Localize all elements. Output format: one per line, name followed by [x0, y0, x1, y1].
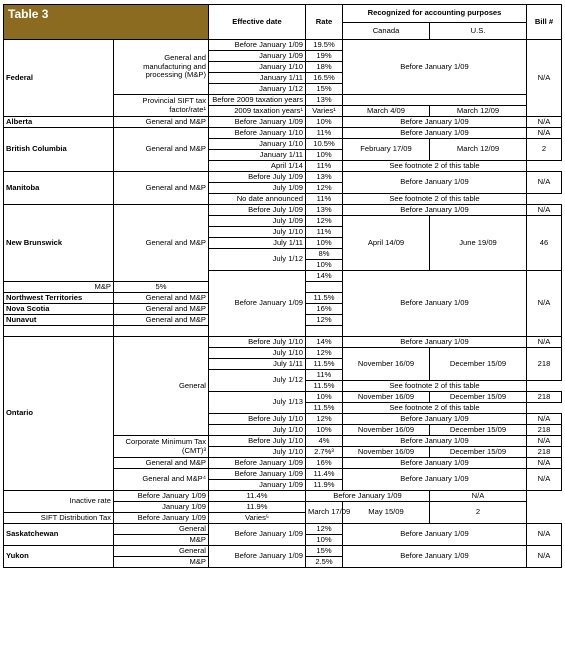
rate-cell: 12%: [306, 315, 343, 326]
rate-cell: 10.5%: [306, 139, 343, 150]
table-row: [4, 128, 562, 139]
typ-cell: Provincial SIFT tax factor/rate¹: [114, 95, 209, 117]
bill-cell: 218: [527, 348, 562, 381]
typ-cell: Corporate Minimum Tax (CMT)³: [114, 436, 209, 458]
date-cell: January 1/12: [209, 84, 306, 95]
date-cell: July 1/09: [209, 183, 306, 194]
rate-cell: 10%: [306, 260, 343, 271]
us-header: U.S.: [430, 22, 527, 40]
date-cell: July 1/10: [209, 227, 306, 238]
rec-cell: May 15/09: [343, 502, 430, 524]
bill-cell: N/A: [527, 469, 562, 491]
rate-cell: 15%: [306, 84, 343, 95]
jur-cell: Manitoba: [4, 172, 114, 205]
rate-cell: 14%: [306, 271, 343, 282]
rate-cell: 11%: [306, 161, 343, 172]
jur-cell: Yukon: [4, 546, 114, 568]
rate-cell: 10%: [306, 238, 343, 249]
bill-cell: N/A: [527, 271, 562, 337]
date-cell: Before July 1/09: [209, 205, 306, 216]
bill-cell: N/A: [527, 337, 562, 348]
table-row: [4, 40, 562, 51]
date-cell: July 1/10: [209, 348, 306, 359]
rec-cell: November 16/09: [343, 447, 430, 458]
date-cell: July 1/12: [209, 249, 306, 271]
rate-cell: 11.5%: [306, 359, 343, 370]
date-cell: Before January 1/09: [209, 458, 306, 469]
table-row: [4, 524, 562, 535]
rec-cell: December 15/09: [430, 348, 527, 381]
rate-cell: 11.4%: [209, 491, 306, 502]
rec-cell: Before January 1/09: [343, 469, 527, 491]
jur-cell: [4, 326, 114, 337]
rate-cell: Varies⁵: [209, 513, 306, 524]
date-cell: Before January 1/10: [209, 128, 306, 139]
rec-cell: Before January 1/09: [343, 524, 527, 546]
typ-cell: M&P: [4, 282, 114, 293]
bill-cell: N/A: [527, 128, 562, 139]
date-cell: Before January 1/09: [209, 469, 306, 480]
bill-cell: 218: [527, 447, 562, 458]
rec-cell: April 14/09: [343, 216, 430, 271]
date-cell: April 1/14: [209, 161, 306, 172]
date-cell: Before January 1/09: [209, 117, 306, 128]
table-row: [4, 491, 562, 502]
rate-cell: 12%: [306, 414, 343, 425]
table-row: [4, 172, 562, 183]
rate-cell: 4%: [306, 436, 343, 447]
date-cell: January 1/09: [209, 480, 306, 491]
rec-cell: March 4/09: [343, 106, 430, 117]
canada-header: Canada: [343, 22, 430, 40]
date-cell: Before July 1/09: [209, 172, 306, 183]
rate-cell: [306, 326, 343, 337]
date-cell: 2009 taxation years¹: [209, 106, 306, 117]
rec-cell: Before January 1/09: [343, 40, 527, 95]
rate-cell: 14%: [306, 337, 343, 348]
rate-cell: 11.4%: [306, 469, 343, 480]
table-row: [4, 117, 562, 128]
bill-cell: N/A: [527, 414, 562, 425]
date-cell: July 1/10: [209, 425, 306, 436]
date-cell: Before January 1/09: [114, 491, 209, 502]
rec-cell: November 16/09: [343, 425, 430, 436]
rec-cell: See footnote 2 of this table: [343, 194, 527, 205]
rec-cell: December 15/09: [430, 392, 527, 403]
typ-cell: General and M&P: [114, 293, 209, 304]
rec-cell: Before January 1/09: [343, 546, 527, 568]
typ-cell: General and M&P: [114, 205, 209, 282]
typ-cell: Inactive rate: [4, 491, 114, 513]
jur-cell: Nunavut: [4, 315, 114, 326]
table-row: [4, 337, 562, 348]
date-cell: January 1/09: [114, 502, 209, 513]
typ-cell: General: [114, 524, 209, 535]
date-cell: July 1/09: [209, 216, 306, 227]
date-cell: July 1/12: [209, 370, 306, 392]
rate-cell: 11%: [306, 227, 343, 238]
typ-cell: M&P: [114, 557, 209, 568]
rec-cell: November 16/09: [343, 348, 430, 381]
rate-cell: 13%: [306, 205, 343, 216]
jur-cell: New Brunswick: [4, 205, 114, 282]
rec-cell: Before January 1/09: [343, 205, 527, 216]
rec-cell: March 12/09: [430, 139, 527, 161]
bill-header: Bill #: [527, 5, 562, 40]
typ-cell: General: [114, 546, 209, 557]
rate-cell: 19%: [306, 51, 343, 62]
rec-cell: March 12/09: [430, 106, 527, 117]
jur-cell: British Columbia: [4, 128, 114, 172]
rate-cell: 16.5%: [306, 73, 343, 84]
jur-cell: Saskatchewan: [4, 524, 114, 546]
bill-cell: 218: [527, 392, 562, 403]
date-cell: January 1/11: [209, 150, 306, 161]
date-cell: Before January 1/09: [209, 546, 306, 568]
jur-cell: Nova Scotia: [4, 304, 114, 315]
rec-cell: Before January 1/09: [306, 491, 430, 502]
jur-cell: Federal: [4, 40, 114, 117]
bill-cell: N/A: [430, 491, 527, 502]
rate-cell: 19.5%: [306, 40, 343, 51]
bill-cell: N/A: [527, 436, 562, 447]
rate-cell: 12%: [306, 216, 343, 227]
rec-cell: See footnote 2 of this table: [343, 161, 527, 172]
jur-cell: Ontario: [4, 337, 114, 491]
rate-cell: 11.9%: [209, 502, 306, 513]
rec-cell: February 17/09: [343, 139, 430, 161]
date-cell: January 1/11: [209, 73, 306, 84]
jur-cell: Northwest Territories: [4, 293, 114, 304]
bill-cell: N/A: [527, 205, 562, 216]
rate-cell: 13%: [306, 95, 343, 106]
rec-cell: Before January 1/09: [343, 458, 527, 469]
rate-cell: 11%: [306, 194, 343, 205]
jur-cell: Alberta: [4, 117, 114, 128]
typ-cell: [114, 326, 209, 337]
bill-cell: 46: [527, 216, 562, 271]
bill-cell: 2: [430, 502, 527, 524]
date-cell: Before January 1/09: [114, 513, 209, 524]
rate-cell: 10%: [306, 392, 343, 403]
rate-cell: 11%: [306, 370, 343, 381]
typ-cell: General and M&P: [114, 304, 209, 315]
rate-cell: 11.5%: [306, 381, 343, 392]
rate-cell: 11%: [306, 128, 343, 139]
date-cell: Before July 1/10: [209, 436, 306, 447]
rate-header: Rate: [306, 5, 343, 40]
table-row: [4, 546, 562, 557]
rec-cell: Before January 1/09: [343, 337, 527, 348]
header-row: [4, 5, 562, 23]
effective-date-header: Effective date: [209, 5, 306, 40]
bill-cell: 2: [527, 139, 562, 161]
date-cell: Before 2009 taxation years: [209, 95, 306, 106]
date-cell: Before January 1/09: [209, 271, 306, 337]
date-cell: July 1/11: [209, 359, 306, 370]
date-cell: January 1/10: [209, 62, 306, 73]
date-cell: Before January 1/09: [209, 40, 306, 51]
table-body: [4, 40, 562, 568]
rec-cell: December 15/09: [430, 425, 527, 436]
rec-cell: See footnote 2 of this table: [343, 381, 527, 392]
rec-cell: June 19/09: [430, 216, 527, 271]
date-cell: No date announced: [209, 194, 306, 205]
typ-cell: M&P: [114, 535, 209, 546]
date-cell: Before July 1/10: [209, 414, 306, 425]
rec-cell: December 15/09: [430, 447, 527, 458]
rate-cell: 16%: [306, 304, 343, 315]
rate-cell: 12%: [306, 524, 343, 535]
typ-cell: General and M&P: [114, 315, 209, 326]
rate-cell: 2.7%³: [306, 447, 343, 458]
typ-cell: General and M&P: [114, 172, 209, 205]
rec-cell: See footnote 2 of this table: [343, 403, 527, 414]
recognized-header: Recognized for accounting purposes: [343, 5, 527, 23]
rate-cell: 13%: [306, 172, 343, 183]
rec-cell: Before January 1/09: [343, 436, 527, 447]
rate-cell: 16%: [306, 458, 343, 469]
rate-cell: 11.9%: [306, 480, 343, 491]
rec-cell: Before January 1/09: [343, 117, 527, 128]
rate-cell: Varies¹: [306, 106, 343, 117]
bill-cell: N/A: [527, 40, 562, 117]
typ-cell: General and manufacturing and processing (M&P): [114, 40, 209, 95]
date-cell: July 1/11: [209, 238, 306, 249]
table-row: [4, 205, 562, 216]
bill-cell: N/A: [527, 546, 562, 568]
rate-cell: 11.5%: [306, 403, 343, 414]
rate-cell: 2.5%: [306, 557, 343, 568]
typ-cell: General and M&P⁴: [114, 469, 209, 491]
bill-cell: 218: [527, 425, 562, 436]
rec-cell: Before January 1/09: [343, 414, 527, 425]
date-cell: January 1/10: [209, 139, 306, 150]
rate-cell: 11.5%: [306, 293, 343, 304]
typ-cell: General and M&P: [114, 458, 209, 469]
rate-cell: 8%: [306, 249, 343, 260]
rec-cell: Before January 1/09: [343, 172, 527, 194]
rec-cell: March 17/09: [306, 502, 343, 524]
typ-cell: General and M&P: [114, 128, 209, 172]
rec-cell: Before January 1/09: [343, 128, 527, 139]
rate-cell: 5%: [114, 282, 209, 293]
rate-cell: 12%: [306, 183, 343, 194]
date-cell: Before January 1/09: [209, 524, 306, 546]
rec-cell: November 16/09: [343, 392, 430, 403]
rate-cell: 15%: [306, 546, 343, 557]
date-cell: Before July 1/10: [209, 337, 306, 348]
bill-cell: N/A: [527, 524, 562, 546]
rate-cell: 18%: [306, 62, 343, 73]
rate-cell: 10%: [306, 535, 343, 546]
rate-cell: 10%: [306, 150, 343, 161]
typ-cell: General and M&P: [114, 117, 209, 128]
date-cell: January 1/09: [209, 51, 306, 62]
bill-cell: N/A: [527, 172, 562, 194]
rate-cell: 12%: [306, 348, 343, 359]
bill-cell: N/A: [527, 458, 562, 469]
date-cell: July 1/10: [209, 447, 306, 458]
typ-cell: SIFT Distribution Tax: [4, 513, 114, 524]
bill-cell: N/A: [527, 117, 562, 128]
rate-cell: 10%: [306, 425, 343, 436]
rec-cell: Before January 1/09: [343, 271, 527, 337]
typ-cell: General: [114, 337, 209, 436]
rate-cell: 10%: [306, 117, 343, 128]
date-cell: July 1/13: [209, 392, 306, 414]
table-title: Table 3: [4, 5, 209, 40]
tax-rate-table: [3, 4, 562, 568]
